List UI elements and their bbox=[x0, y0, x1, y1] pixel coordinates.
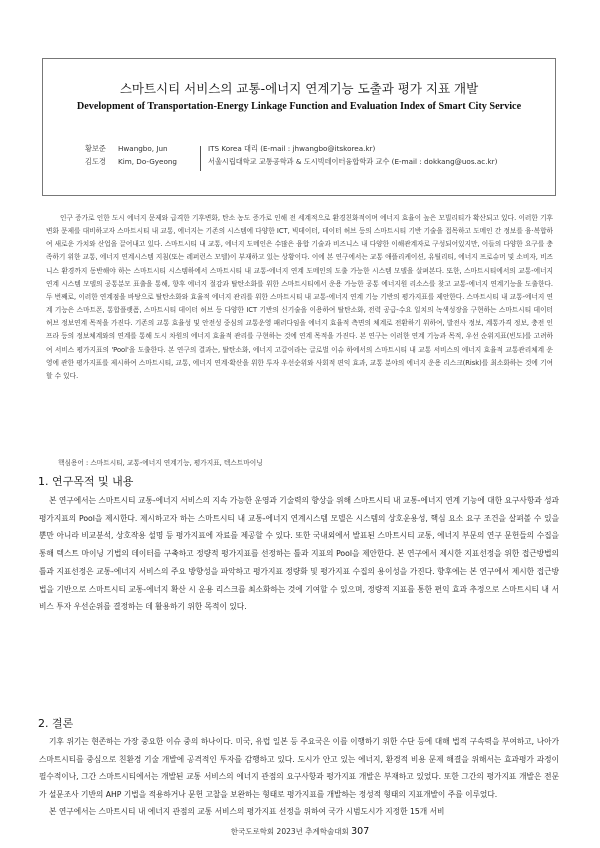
footer-conference: 한국도로학회 2023년 추계학술대회 bbox=[230, 827, 349, 836]
title-box bbox=[42, 58, 556, 196]
abstract: 인구 증가로 인한 도시 에너지 문제와 급격한 기후변화, 탄소 농도 증가로 인해 전 세계적으로 환경친화적이며 에너지 효율이 높은 모빌리티가 확산되고 있다. 이러한 기후변화 문제를 대비하고자 스마트시티 내 교통, 에너지는 기존의 시스템에 다양한 ICT, 빅데이터, 데이터 허브 등의 스마트시티 기반 기술을 접목하고 도메인 간 정보를 융·복합하여 새로운 가치와 산업을 끌어내고 있다. 스마트시티 내 교통, 에너지 도메인은 수많은 융합 기술과 비즈니스 내 다양한 이해관계자로 구성되어있지만, 이들의 다양한 요구를 충족하기 위한 교통, 에너지 연계시스템 지침(또는 레퍼런스 모델)이 부재하고 있는 상황이다. 이에 본 연구에서는 교통 애플리케이션, 유틸리티, 에너지 프로슈머 및 소비자, 비즈니스 환경까지 동반해야 하는 스마트시티 시스템하에서 스마트시티 내 교통-에너지 연계 도메인의 도출 가능한 시스템 모델을 살펴본다. 또한, 스마트시티에서의 교통-에너지 연계 시스템 모델의 공통분모 표출을 통해, 향후 에너지 절감과 탈탄소화를 위한 스마트시티에서 운용 가능한 공통 에너지원 리소스를 찾고 교통-에너지 연계기능을 도출한다. 두 번째로, 이러한 연계점을 바탕으로 탈탄소화와 효율적 에너지 관리를 위한 스마트시티 내 교통-에너지 연계 기능 기반의 평가지표를 제안한다. 스마트시티 내 교통-에너지 연계 기능은 스마트폰, 통합플랫폼, 스마트시티 데이터 허브 등 다양한 ICT 기반의 신기술을 이용하여 탈탄소화, 전력 공급-수요 일치의 녹색성장을 구현하는 스마트시티 데이터 허브 정보연계 목적을 가진다. 기존의 교통 효율성 및 안전성 중심의 교통운영 패러다임을 에너지 효율적 측면의 체계로 전환하기 위하여, 발전사 정보, 계통가격 정보, 충전 인프라 등의 정보체계와의 연계를 통해 도시 차원의 에너지 효율적 관리를 구현하는 것에 연계 목적을 가진다. 본 연구는 이러한 연계 기능과 목적, 우선 순위지표(빈도)를 고려하여 서비스 평가지표의 'Pool'을 도출한다. 본 연구의 결과는, 탈탄소화, 에너지 고갈이라는 글로벌 이슈 하에서의 스마트시티 내 교통 서비스의 에너지 효율적 교통관리체계 운영에 관한 평가지표를 제시하여 스마트시티, 교통, 에너지 연계·확산을 위한 투자 우선순위와 사회적 편익 효과, 교통 분야의 에너지 운용 리스크(Risk)를 최소화하는 것에 기여할 수 있다. bbox=[46, 214, 553, 380]
author-row bbox=[43, 157, 555, 169]
section-heading-1: 1. 연구목적 및 내용 bbox=[38, 475, 134, 488]
paper-title-korean: 스마트시티 서비스의 교통-에너지 연계기능 도출과 평가 지표 개발 bbox=[119, 81, 479, 96]
keywords: 핵심용어 : 스마트시티, 교통-에너지 연계기능, 평가지표, 텍스트마이닝 bbox=[58, 459, 263, 467]
section-1-paragraph: 본 연구에서는 스마트시티 교통-에너지 서비스의 지속 가능한 운영과 기술력의 향상을 위해 스마트시티 내 교통-에너지 연계 기능에 대한 요구사항과 성과 평가지표의 Pool을 제시한다. 제시하고자 하는 스마트시티 내 교통-에너지 연계시스템 모델은 시스템의 상호운용성, 핵심 요소 요구 조건을 살펴볼 수 있을 뿐만 아니라 비교분석, 상호작용 설명 등 평가지표에 자료를 제공할 수 있다. 또한 국내외에서 발표된 스마트시티 교통, 에너지 부문의 연구 문헌들의 수집을 통해 텍스트 마이닝 기법의 데이터를 구축하고 정량적 평가지표를 선정하는 틀과 지표의 Pool을 제안한다. 본 연구에서 제시한 지표선정을 위한 접근방법의 틀과 지표선정은 교통-에너지 서비스의 주요 방향성을 파악하고 평가지표 정량화 및 평가지표 수집의 용이성을 가진다. 향후에는 본 연구에서 제시한 접근방법을 기반으로 스마트시티 교통-에너지 확산 시 운용 리스크를 최소화하는 것에 기여할 수 있으며, 정량적 지표를 통한 편익 효과 추정으로 스마트시티 내 서비스 투자 우선순위를 결정하는 데 활용하기 위한 목적이 있다. bbox=[39, 496, 559, 612]
section-2-paragraph-2: 본 연구에서는 스마트시티 내 에너지 관점의 교통 서비스의 평가지표 선정을 위하여 국가 시범도시가 지정한 15개 서비 bbox=[49, 807, 445, 816]
author-affiliation: ITS Korea 대리 (E-mail : jhwangbo@itskorea.kr) bbox=[208, 144, 376, 153]
author-affiliation: 서울시립대학교 교통공학과 & 도시빅데이터융합학과 교수 (E-mail : dokkang@uos.ac.kr) bbox=[208, 157, 498, 166]
author-name-korean: 황보준 bbox=[85, 144, 106, 153]
author-name-korean: 김도경 bbox=[85, 157, 106, 166]
section-2-paragraph bbox=[39, 733, 559, 816]
author-name-english: Hwangbo, Jun bbox=[118, 144, 168, 153]
paper-title-english: Development of Transportation-Energy Linkage Function and Evaluation Index of Smart City Service bbox=[76, 101, 522, 112]
author-row bbox=[43, 144, 555, 156]
author-name-english: Kim, Do-Gyeong bbox=[118, 157, 177, 166]
section-heading-2: 2. 결론 bbox=[38, 717, 74, 730]
section-2-paragraph-1: 기후 위기는 현존하는 가장 중요한 이슈 중의 하나이다. 미국, 유럽 일본 등 주요국은 이를 이행하기 위한 수단 등에 대해 법적 구속력을 부여하고, 나아가 스마트시티를 중심으로 친환경 기술 개발에 공격적인 투자를 감행하고 있다. 도시가 안고 있는 에너지, 환경적 비용 문제 해결을 위해서는 효과평가 과정이 필수적이나, 그간 스마트시티에서는 개발된 교통 서비스의 에너지 관점의 요구사항과 평가지표 개발은 부재하고 있었다. 또한 그간의 평가지표 개발은 전문가 설문조사 기반의 AHP 기법을 적용하거나 문헌 고찰을 보완하는 형태로 평가지표를 개발하는 정성적 형태의 지표개발이 주를 이루었다. bbox=[39, 737, 559, 799]
page-number: 307 bbox=[351, 826, 370, 837]
page-footer bbox=[0, 826, 600, 837]
